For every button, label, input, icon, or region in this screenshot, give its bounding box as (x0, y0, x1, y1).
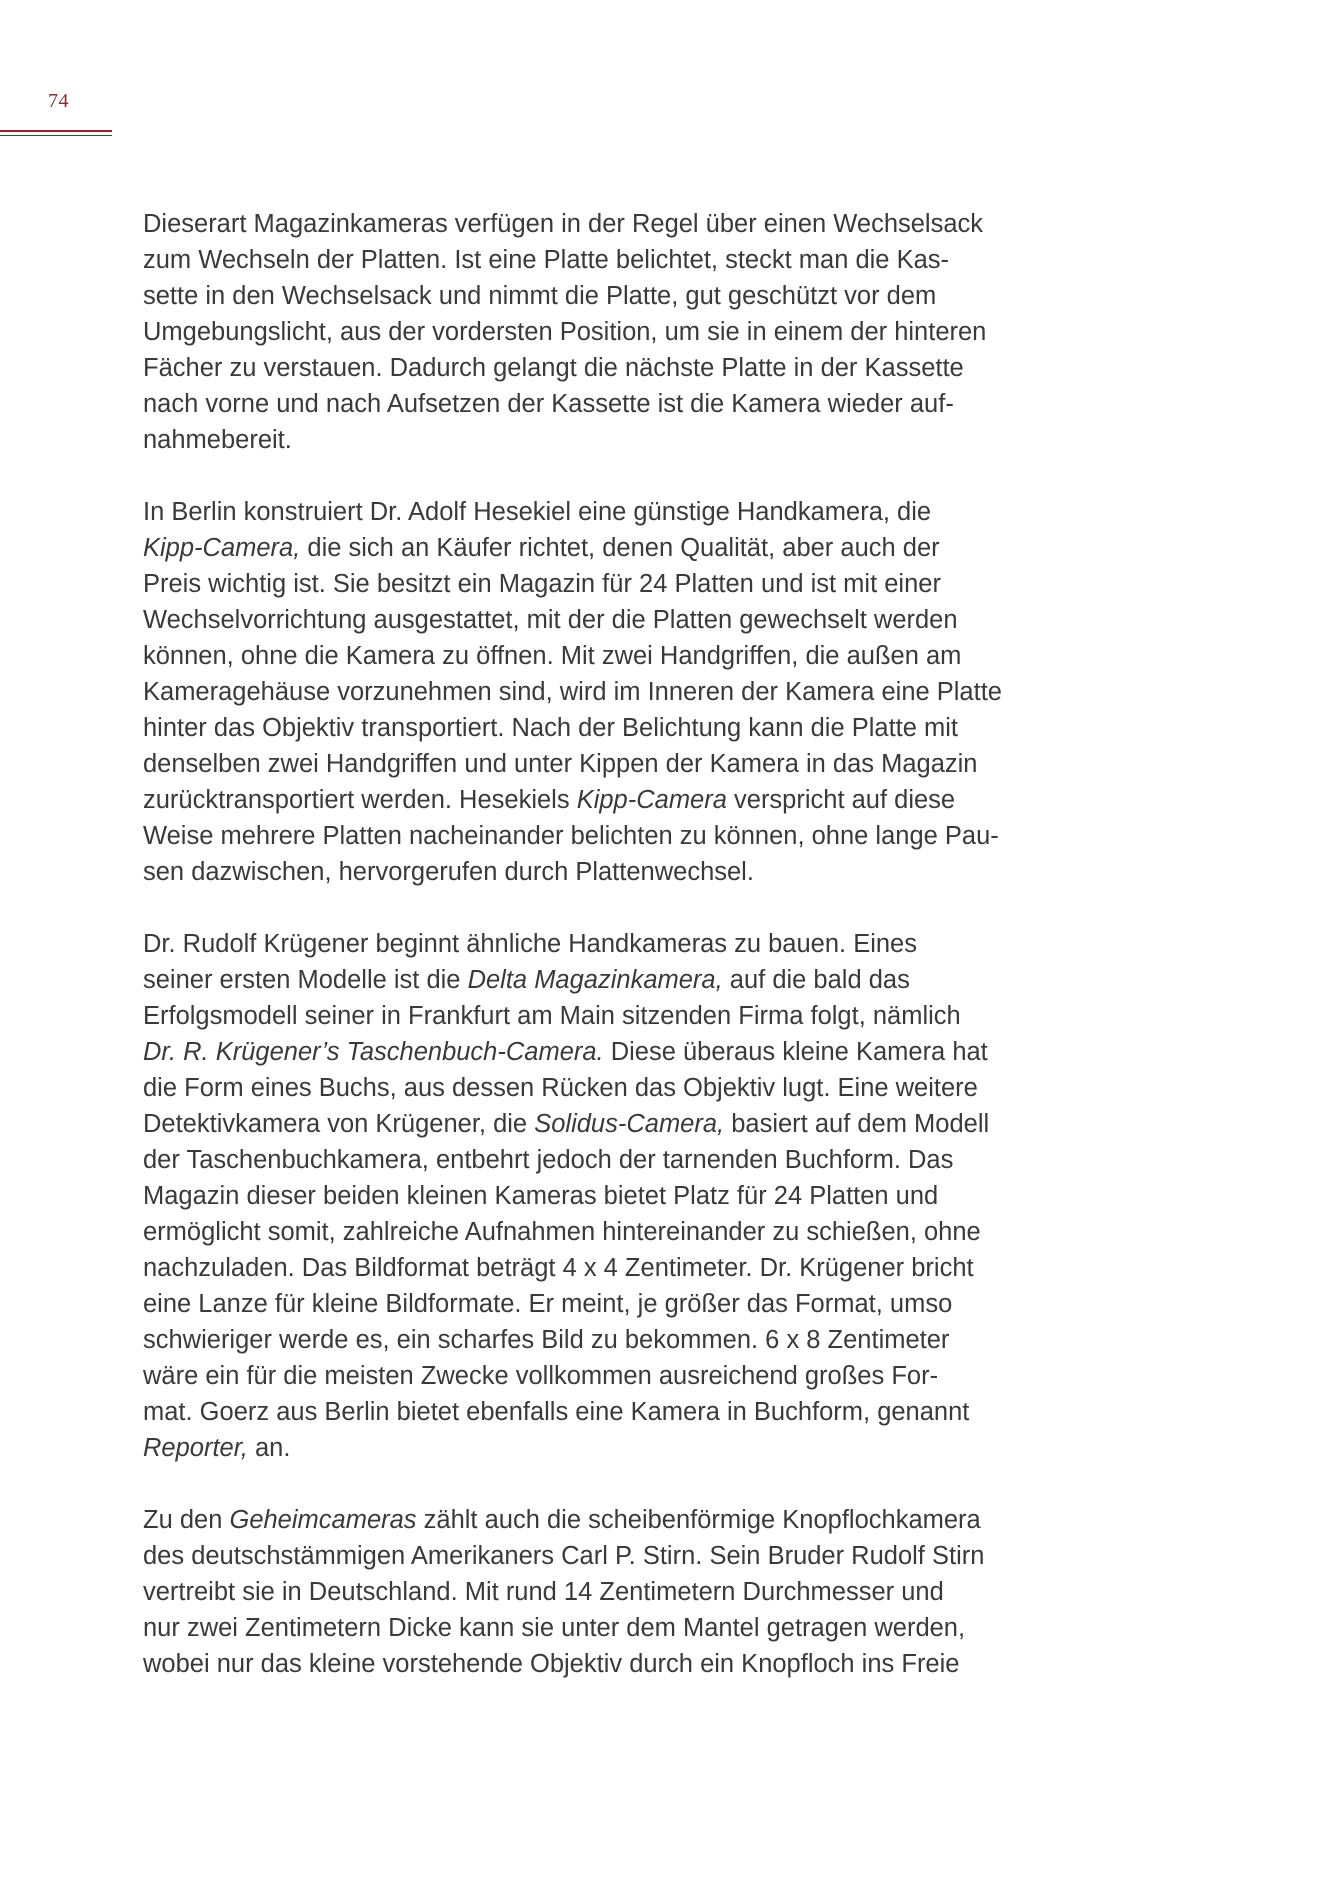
body-text (143, 206, 1043, 1718)
text-line (143, 386, 1043, 422)
text-segment: nahmebereit. (143, 426, 292, 454)
text-line (143, 782, 1043, 818)
text-segment: Dieserart Magazinkameras verfügen in der Regel über einen Wechselsack (143, 210, 984, 238)
text-segment: nachzuladen. Das Bildformat beträgt 4 x 4 Zentimeter. Dr. Krügener bricht (143, 1254, 974, 1282)
text-line (143, 1646, 1043, 1682)
text-line (143, 638, 1043, 674)
text-line (143, 674, 1043, 710)
header-rule-thick (0, 130, 112, 132)
text-segment: Zu den (143, 1506, 230, 1534)
text-segment: nach vorne und nach Aufsetzen der Kassette ist die Kamera wieder auf- (143, 390, 954, 418)
text-line (143, 1538, 1043, 1574)
text-line (143, 1178, 1043, 1214)
paragraph (143, 494, 1043, 890)
text-segment: zum Wechseln der Platten. Ist eine Platte belichtet, steckt man die Kas- (143, 246, 950, 274)
text-line (143, 566, 1043, 602)
text-segment: der Taschenbuchkamera, entbehrt jedoch der tarnenden Buchform. Das (143, 1146, 954, 1174)
text-segment: Diese überaus kleine Kamera hat (603, 1038, 988, 1066)
text-line (143, 314, 1043, 350)
text-segment: sette in den Wechselsack und nimmt die Platte, gut geschützt vor dem (143, 282, 937, 310)
text-segment: Fächer zu verstauen. Dadurch gelangt die nächste Platte in der Kassette (143, 354, 964, 382)
italic-title: Delta Magazinkamera, (467, 966, 723, 994)
text-segment: verspricht auf diese (726, 786, 956, 814)
paragraph (143, 926, 1043, 1466)
text-line (143, 1610, 1043, 1646)
text-segment: auf die bald das (722, 966, 910, 994)
header-rule-thin (0, 135, 112, 136)
text-line (143, 278, 1043, 314)
text-line (143, 1250, 1043, 1286)
text-line (143, 1322, 1043, 1358)
text-segment: können, ohne die Kamera zu öffnen. Mit zwei Handgriffen, die außen am (143, 642, 962, 670)
text-line (143, 206, 1043, 242)
text-line (143, 1142, 1043, 1178)
text-segment: sen dazwischen, hervorgerufen durch Plattenwechsel. (143, 858, 754, 886)
text-segment: schwieriger werde es, ein scharfes Bild zu bekommen. 6 x 8 Zentimeter (143, 1326, 950, 1354)
text-segment: In Berlin konstruiert Dr. Adolf Hesekiel eine günstige Handkamera, die (143, 498, 932, 526)
text-line (143, 710, 1043, 746)
text-line (143, 242, 1043, 278)
italic-title: Dr. R. Krügener’s Taschenbuch-Camera. (143, 1038, 604, 1066)
text-line (143, 602, 1043, 638)
text-segment: mat. Goerz aus Berlin bietet ebenfalls eine Kamera in Buchform, genannt (143, 1398, 970, 1426)
text-line (143, 1430, 1043, 1466)
text-line (143, 1358, 1043, 1394)
text-line (143, 530, 1043, 566)
text-segment: seiner ersten Modelle ist die (143, 966, 468, 994)
text-segment: vertreibt sie in Deutschland. Mit rund 14 Zentimetern Durchmesser und (143, 1578, 944, 1606)
text-line (143, 1106, 1043, 1142)
text-segment: Dr. Rudolf Krügener beginnt ähnliche Handkameras zu bauen. Eines (143, 930, 917, 958)
text-segment: Preis wichtig ist. Sie besitzt ein Magazin für 24 Platten und ist mit einer (143, 570, 941, 598)
text-line (143, 494, 1043, 530)
text-segment: ermöglicht somit, zahlreiche Aufnahmen hintereinander zu schießen, ohne (143, 1218, 981, 1246)
paragraph (143, 1502, 1043, 1682)
text-segment: an. (247, 1434, 291, 1462)
text-segment: zurücktransportiert werden. Hesekiels (143, 786, 577, 814)
italic-title: Solidus-Camera, (534, 1110, 725, 1138)
text-segment: nur zwei Zentimetern Dicke kann sie unter dem Mantel getragen werden, (143, 1614, 966, 1642)
text-line (143, 1070, 1043, 1106)
italic-title: Geheimcameras (229, 1506, 417, 1534)
text-segment: eine Lanze für kleine Bildformate. Er meint, je größer das Format, umso (143, 1290, 953, 1318)
text-line (143, 1214, 1043, 1250)
text-line (143, 962, 1043, 998)
text-segment: Magazin dieser beiden kleinen Kameras bietet Platz für 24 Platten und (143, 1182, 939, 1210)
page-number: 74 (48, 90, 69, 112)
text-line (143, 350, 1043, 386)
text-segment: zählt auch die scheibenförmige Knopflochkamera (416, 1506, 981, 1534)
text-line (143, 854, 1043, 890)
text-line (143, 746, 1043, 782)
text-segment: Erfolgsmodell seiner in Frankfurt am Main sitzenden Firma folgt, nämlich (143, 1002, 961, 1030)
text-segment: die sich an Käufer richtet, denen Qualität, aber auch der (300, 534, 940, 562)
text-segment: Weise mehrere Platten nacheinander belichten zu können, ohne lange Pau- (143, 822, 999, 850)
text-line (143, 1394, 1043, 1430)
text-line (143, 926, 1043, 962)
text-segment: Wechselvorrichtung ausgestattet, mit der die Platten gewechselt werden (143, 606, 958, 634)
text-segment: basiert auf dem Modell (724, 1110, 990, 1138)
text-segment: die Form eines Buchs, aus dessen Rücken das Objektiv lugt. Eine weitere (143, 1074, 978, 1102)
text-line (143, 1502, 1043, 1538)
paragraph (143, 206, 1043, 458)
text-segment: Detektivkamera von Krügener, die (143, 1110, 535, 1138)
italic-title: Kipp-Camera (576, 786, 727, 814)
italic-title: Kipp-Camera, (143, 534, 301, 562)
italic-title: Reporter, (143, 1434, 248, 1462)
text-segment: denselben zwei Handgriffen und unter Kippen der Kamera in das Magazin (143, 750, 978, 778)
text-segment: wäre ein für die meisten Zwecke vollkommen ausreichend großes For- (143, 1362, 939, 1390)
text-segment: hinter das Objektiv transportiert. Nach der Belichtung kann die Platte mit (143, 714, 958, 742)
text-line (143, 998, 1043, 1034)
text-line (143, 1286, 1043, 1322)
text-line (143, 1034, 1043, 1070)
text-line (143, 818, 1043, 854)
text-segment: Kameragehäuse vorzunehmen sind, wird im Inneren der Kamera eine Platte (143, 678, 1002, 706)
text-line (143, 1574, 1043, 1610)
text-line (143, 422, 1043, 458)
text-segment: des deutschstämmigen Amerikaners Carl P. Stirn. Sein Bruder Rudolf Stirn (143, 1542, 985, 1570)
text-segment: Umgebungslicht, aus der vordersten Position, um sie in einem der hinteren (143, 318, 987, 346)
text-segment: wobei nur das kleine vorstehende Objektiv durch ein Knopfloch ins Freie (143, 1650, 960, 1678)
